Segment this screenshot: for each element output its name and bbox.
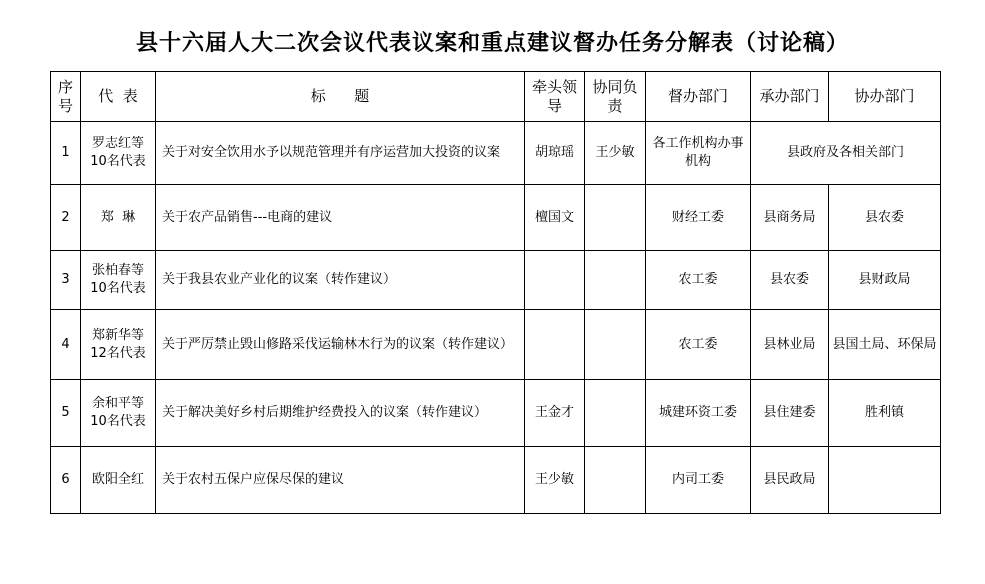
row-lead [525, 251, 585, 310]
row-lead: 王少敏 [525, 447, 585, 514]
table-row [51, 251, 941, 310]
row-rep: 罗志红等10名代表 [81, 122, 156, 185]
table-row [51, 380, 941, 447]
row-subject: 关于解决美好乡村后期维护经费投入的议案（转作建议） [156, 380, 525, 447]
table-row [51, 310, 941, 380]
row-lead: 胡琼瑶 [525, 122, 585, 185]
row-assist [829, 447, 941, 514]
header-no: 序号 [51, 72, 81, 122]
row-assist: 县农委 [829, 185, 941, 251]
header-undertake: 承办部门 [751, 72, 829, 122]
row-assist: 县财政局 [829, 251, 941, 310]
row-subject: 关于我县农业产业化的议案（转作建议） [156, 251, 525, 310]
row-undertake: 县民政局 [751, 447, 829, 514]
row-no: 2 [51, 185, 81, 251]
row-assist: 胜利镇 [829, 380, 941, 447]
row-rep: 张柏春等10名代表 [81, 251, 156, 310]
header-supervise: 督办部门 [646, 72, 751, 122]
row-co [585, 310, 646, 380]
row-supervise: 内司工委 [646, 447, 751, 514]
header-lead: 牵头领导 [525, 72, 585, 122]
row-rep: 余和平等10名代表 [81, 380, 156, 447]
row-rep: 郑新华等12名代表 [81, 310, 156, 380]
row-subject: 关于对安全饮用水予以规范管理并有序运营加大投资的议案 [156, 122, 525, 185]
row-co [585, 251, 646, 310]
row-subject: 关于严厉禁止毁山修路采伐运输林木行为的议案（转作建议） [156, 310, 525, 380]
header-row [51, 72, 941, 122]
row-undertake: 县住建委 [751, 380, 829, 447]
row-rep: 郑 琳 [81, 185, 156, 251]
row-no: 3 [51, 251, 81, 310]
row-no: 4 [51, 310, 81, 380]
row-undertake: 县政府及各相关部门 [751, 122, 941, 185]
row-rep: 欧阳全红 [81, 447, 156, 514]
header-subject: 标 题 [156, 72, 525, 122]
row-lead [525, 310, 585, 380]
row-subject: 关于农村五保户应保尽保的建议 [156, 447, 525, 514]
row-no: 6 [51, 447, 81, 514]
header-co: 协同负责 [585, 72, 646, 122]
table-row [51, 447, 941, 514]
row-undertake: 县商务局 [751, 185, 829, 251]
row-supervise: 财经工委 [646, 185, 751, 251]
row-undertake: 县农委 [751, 251, 829, 310]
row-co [585, 380, 646, 447]
row-co [585, 447, 646, 514]
page-title: 县十六届人大二次会议代表议案和重点建议督办任务分解表（讨论稿） [135, 31, 849, 56]
header-rep: 代 表 [81, 72, 156, 122]
row-no: 1 [51, 122, 81, 185]
row-co [585, 185, 646, 251]
row-supervise: 农工委 [646, 251, 751, 310]
row-supervise: 城建环资工委 [646, 380, 751, 447]
row-lead: 檀国文 [525, 185, 585, 251]
task-table [50, 71, 941, 514]
table-row [51, 122, 941, 185]
row-undertake: 县林业局 [751, 310, 829, 380]
row-no: 5 [51, 380, 81, 447]
row-subject: 关于农产品销售---电商的建议 [156, 185, 525, 251]
header-assist: 协办部门 [829, 72, 941, 122]
row-supervise: 农工委 [646, 310, 751, 380]
row-supervise: 各工作机构办事机构 [646, 122, 751, 185]
row-lead: 王金才 [525, 380, 585, 447]
row-co: 王少敏 [585, 122, 646, 185]
row-assist: 县国土局、环保局 [829, 310, 941, 380]
table-row [51, 185, 941, 251]
